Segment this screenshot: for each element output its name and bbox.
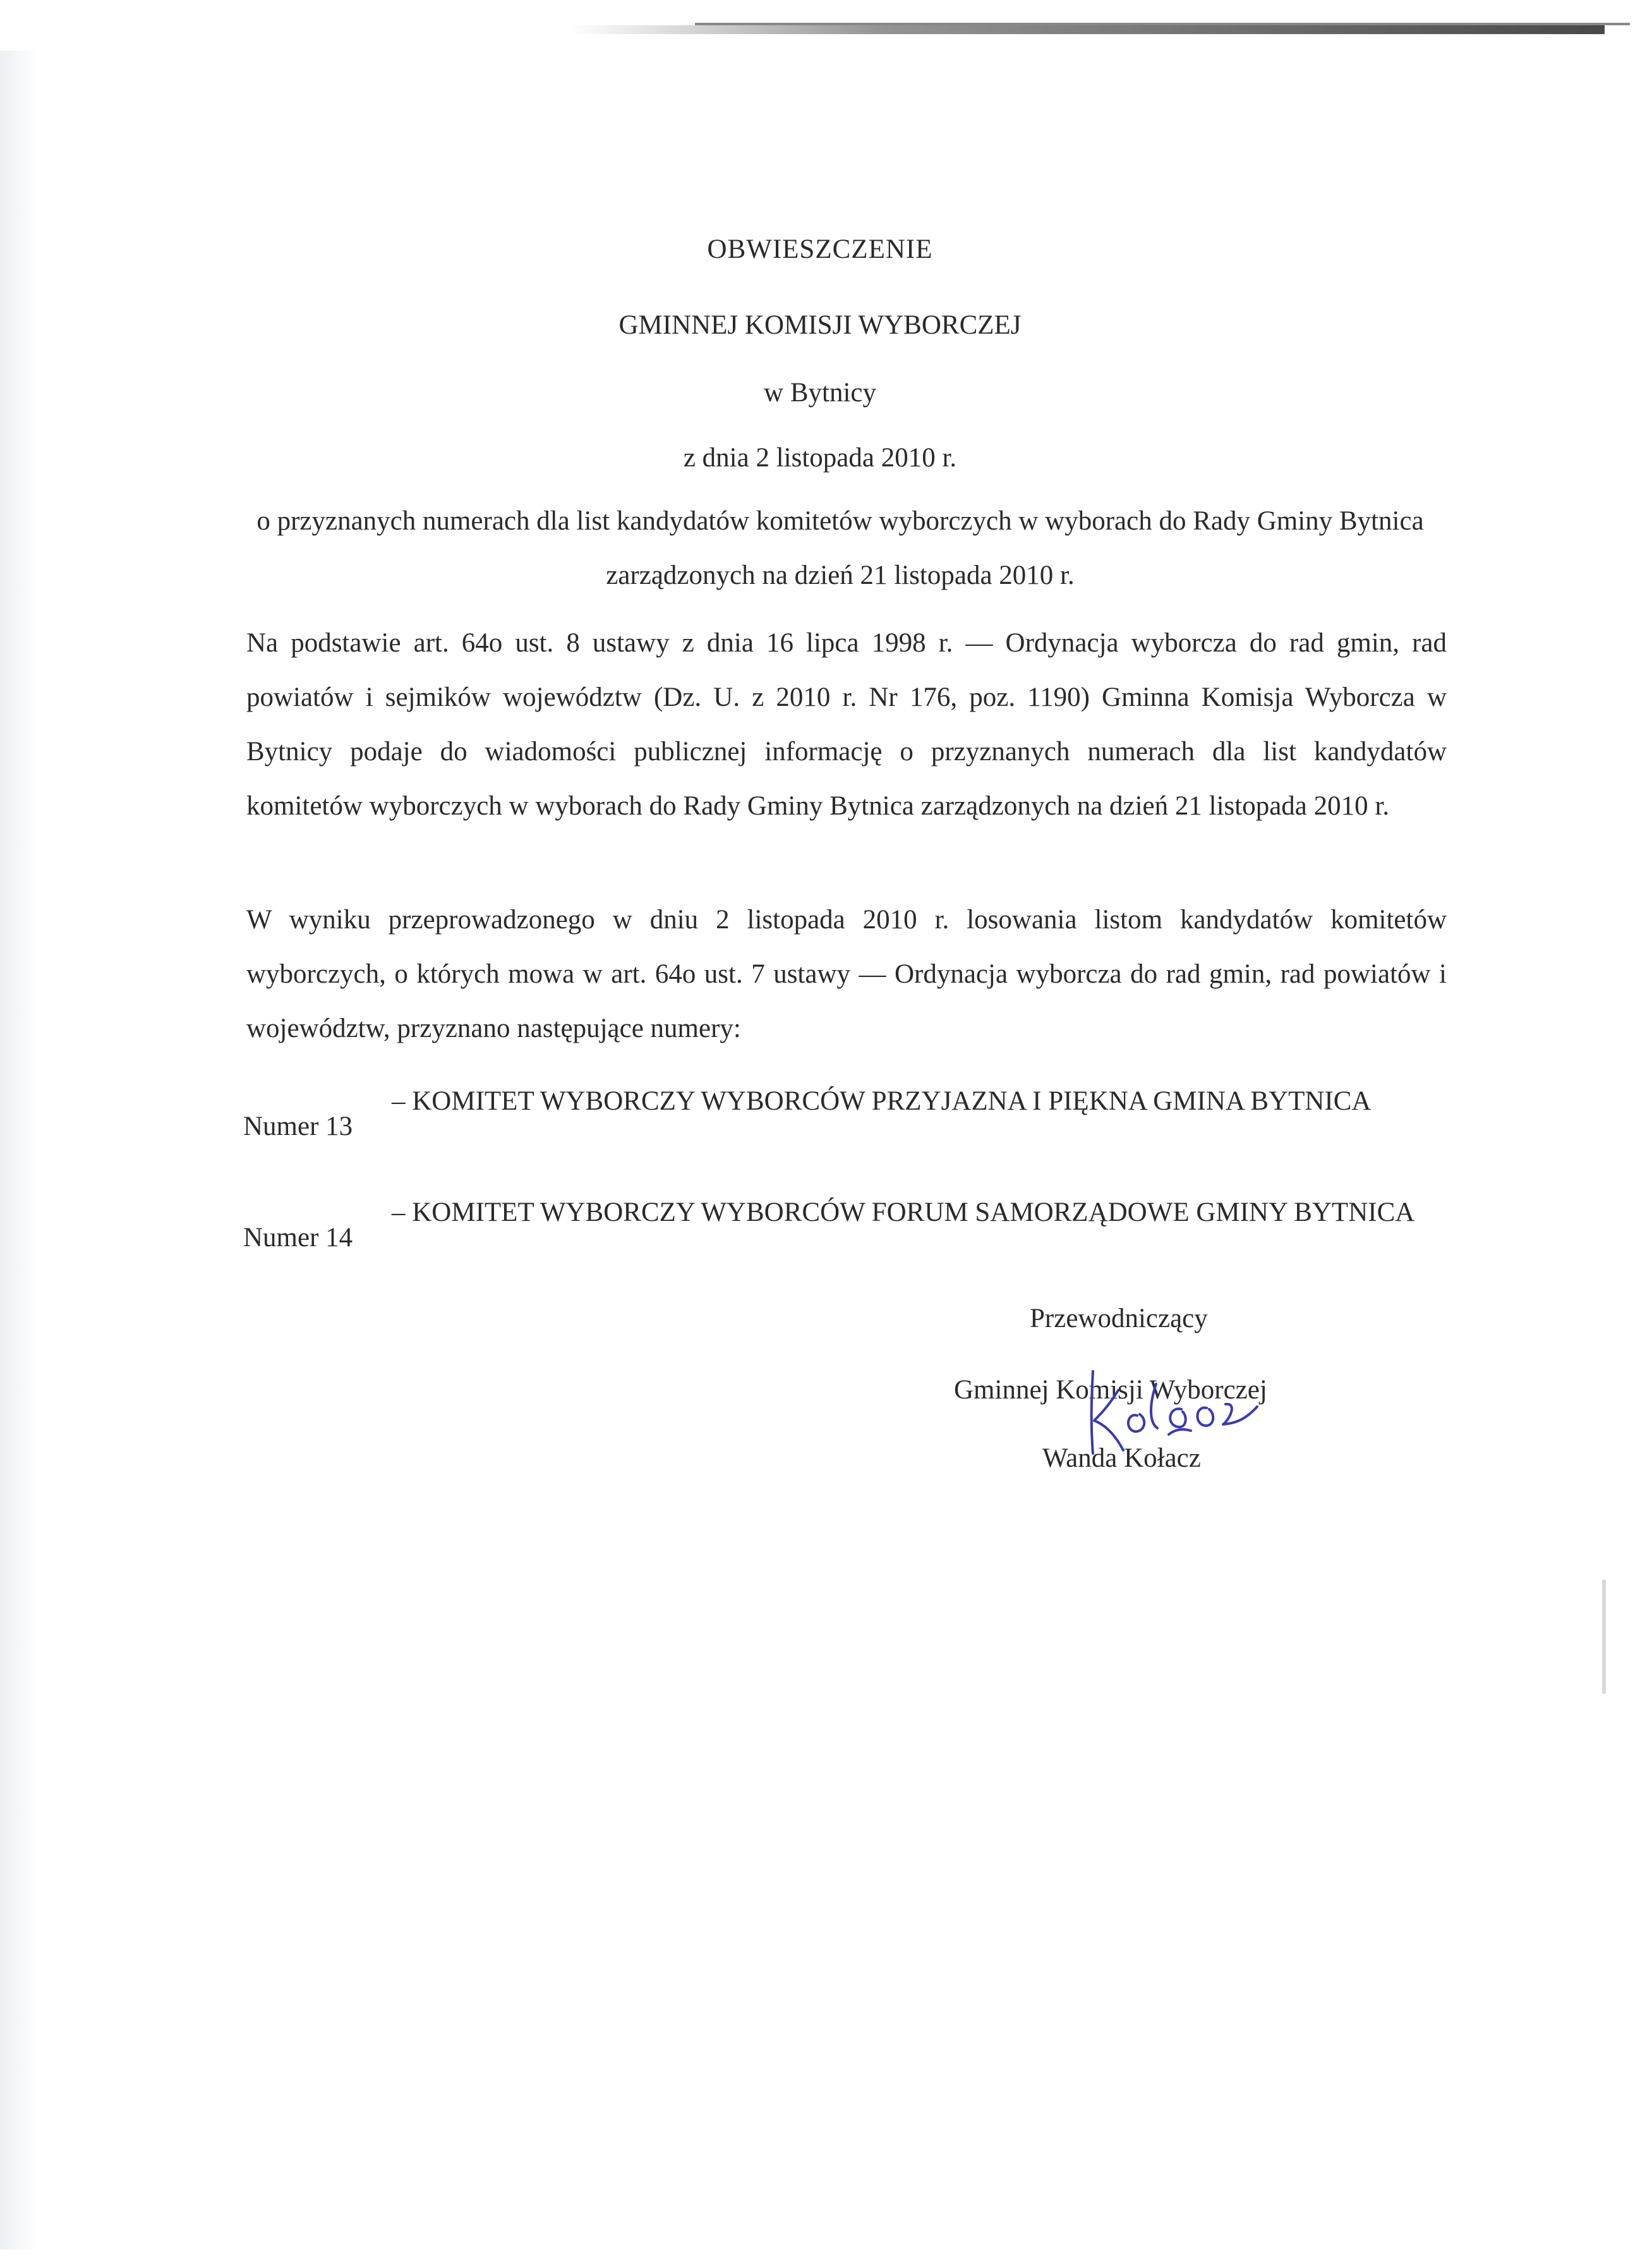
signatory-body: Gminnej Komisji Wyborczej	[954, 1375, 1267, 1405]
document-title: OBWIESZCZENIE	[707, 234, 933, 264]
paragraph-draw-result: W wyniku przeprowadzonego w dniu 2 listopada 2010 r. losowania listom kandydatów komitetów wyborczych, o których mowa w art. 64o ust. 7 ustawy — Ordynacja wyborcza do rad gmin, rad powiatów i województw, przyznano następujące numery:	[246, 905, 1447, 1043]
location-heading: w Bytnicy	[764, 378, 876, 408]
assignment-committee: – KOMITET WYBORCZY WYBORCÓW PRZYJAZNA I PIĘKNA GMINA BYTNICA	[392, 1086, 1372, 1116]
assignment-number: Numer 14	[243, 1223, 353, 1252]
paragraph-legal-basis: Na podstawie art. 64o ust. 8 ustawy z dnia 16 lipca 1998 r. — Ordynacja wyborcza do rad gmin, rad powiatów i sejmików województw (Dz. U. z 2010 r. Nr 176, poz. 1190) Gminna Komisja Wyborcza w Bytnicy podaje do wiadomości publicznej informację o przyznanych numerach dla list kandydatów komitetów wyborczych w wyborach do Rady Gminy Bytnica zarządzonych na dzień 21 listopada 2010 r.	[246, 628, 1447, 821]
scan-top-edge	[695, 23, 1630, 25]
subject-text: o przyznanych numerach dla list kandydatów komitetów wyborczych w wyborach do Rady Gminy Bytnica zarządzonych na dzień 21 listopada 2010 r.	[256, 506, 1424, 590]
assignment-number: Numer 13	[243, 1112, 353, 1141]
scan-edge-mark	[1602, 1580, 1606, 1694]
signatory-role: Przewodniczący	[1030, 1304, 1208, 1333]
scan-top-shadow	[569, 25, 1605, 34]
date-heading: z dnia 2 listopada 2010 r.	[683, 443, 957, 473]
issuer-heading: GMINNEJ KOMISJI WYBORCZEJ	[618, 310, 1022, 340]
signatory-name: Wanda Kołacz	[1042, 1443, 1201, 1473]
handwritten-signature	[1074, 1346, 1276, 1472]
assignment-committee: – KOMITET WYBORCZY WYBORCÓW FORUM SAMORZĄDOWE GMINY BYTNICA	[392, 1198, 1415, 1227]
